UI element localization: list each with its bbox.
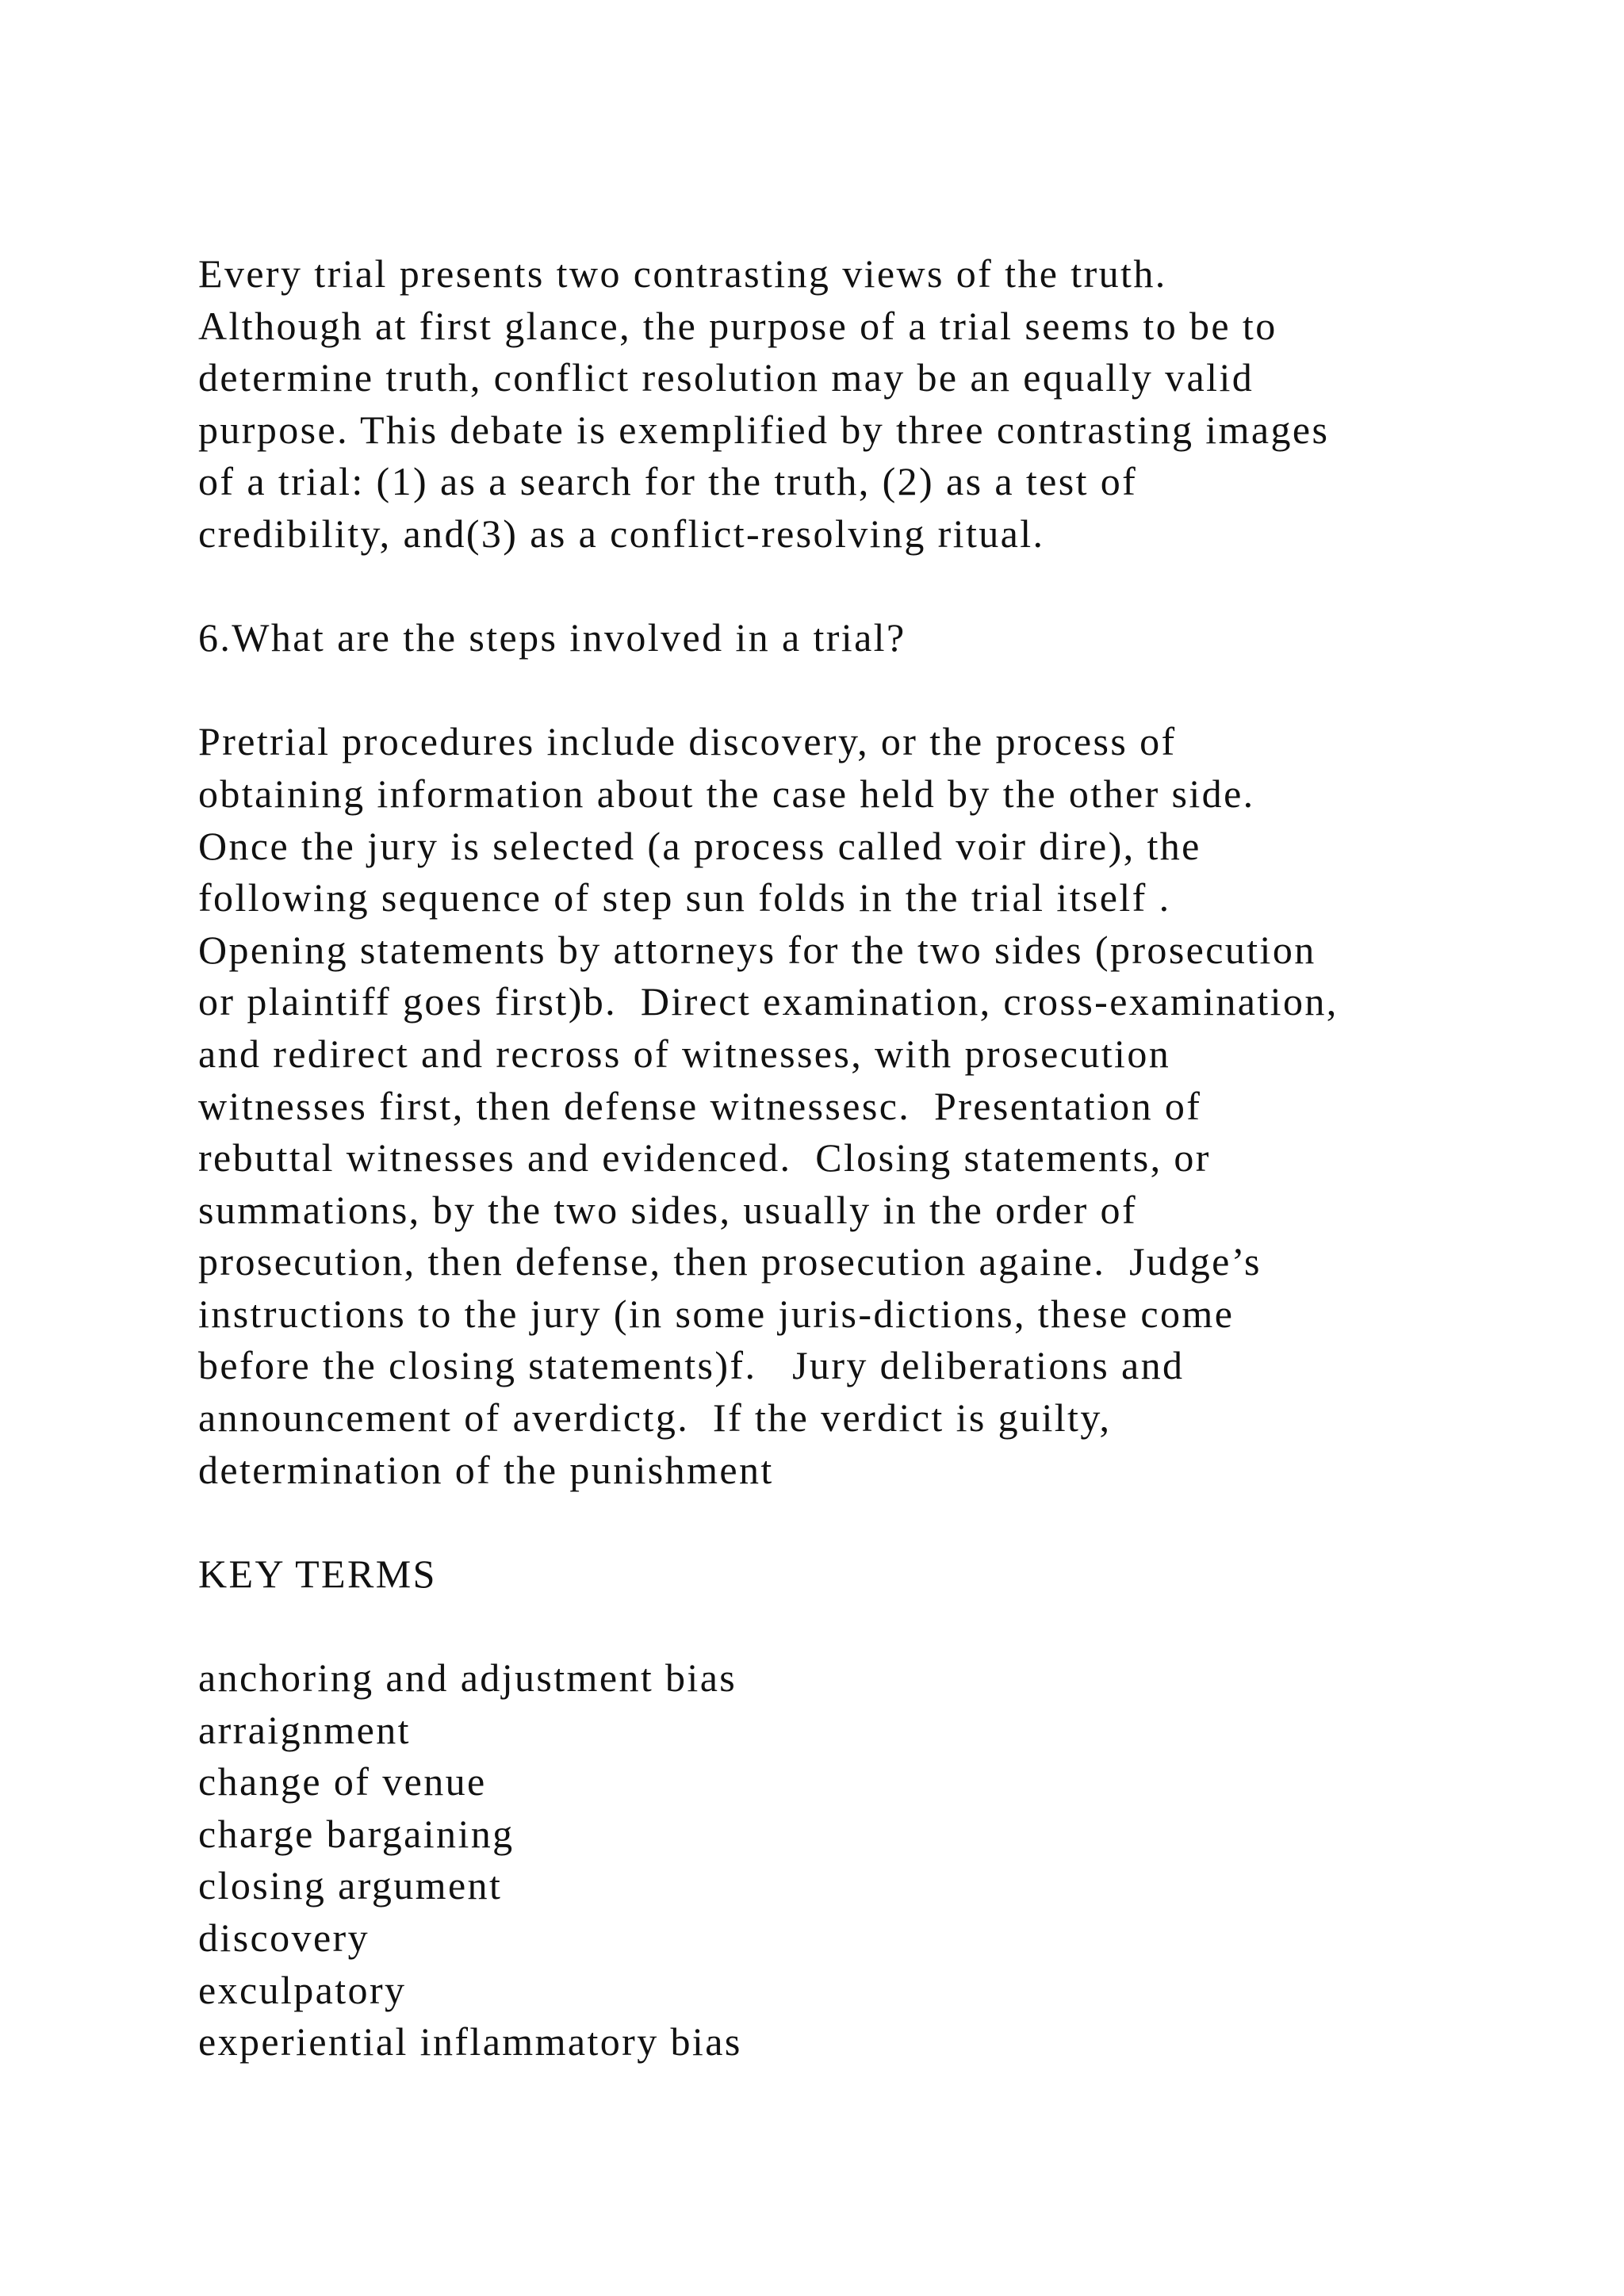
text-line: announcement of averdictg. If the verdict is guilty,: [198, 1395, 1112, 1441]
spacer: [198, 561, 1546, 613]
text-line: prosecution, then defense, then prosecution againe. Judge’s: [198, 1239, 1262, 1284]
text-line: credibility, and(3) as a conflict-resolving ritual.: [198, 511, 1045, 556]
text-line: and redirect and recross of witnesses, with prosecution: [198, 1031, 1171, 1076]
key-term-item: charge bargaining: [198, 1811, 515, 1856]
text-line: obtaining information about the case held by the other side.: [198, 771, 1255, 816]
text-line: following sequence of step sun folds in the trial itself .: [198, 875, 1171, 920]
text-line: Once the jury is selected (a process called voir dire), the: [198, 823, 1201, 868]
spacer: [198, 1600, 1546, 1652]
text-line: or plaintiff goes first)b. Direct examination, cross-examination,: [198, 979, 1339, 1024]
text-line: summations, by the two sides, usually in the order of: [198, 1187, 1138, 1232]
text-line: before the closing statements)f. Jury deliberations and: [198, 1343, 1185, 1388]
key-terms-heading: KEY TERMS: [198, 1551, 437, 1596]
text-line: Pretrial procedures include discovery, or the process of: [198, 719, 1177, 764]
text-line: Opening statements by attorneys for the two sides (prosecution: [198, 927, 1316, 972]
text-line: rebuttal witnesses and evidenced. Closing statements, or: [198, 1135, 1211, 1181]
key-term-item: closing argument: [198, 1863, 503, 1908]
key-term-item: experiential inflammatory bias: [198, 2019, 742, 2064]
text-line: Every trial presents two contrasting views of the truth.: [198, 251, 1167, 296]
spacer: [198, 1496, 1546, 1548]
steps-paragraph: [198, 716, 1546, 1496]
text-line: witnesses first, then defense witnessesc. Presentation of: [198, 1083, 1202, 1128]
spacer: [198, 664, 1546, 717]
text-line: determination of the punishment: [198, 1447, 774, 1492]
key-terms-list: [198, 1652, 1546, 2068]
intro-paragraph: [198, 248, 1546, 561]
key-term-item: change of venue: [198, 1759, 487, 1804]
text-line: instructions to the jury (in some juris-dictions, these come: [198, 1291, 1235, 1336]
text-line: determine truth, conflict resolution may be an equally valid: [198, 355, 1254, 400]
document-page: [198, 248, 1546, 2068]
text-line: of a trial: (1) as a search for the truth, (2) as a test of: [198, 459, 1138, 504]
question-heading: 6.What are the steps involved in a trial?: [198, 615, 906, 660]
key-term-item: arraignment: [198, 1707, 411, 1752]
text-line: Although at first glance, the purpose of a trial seems to be to: [198, 303, 1277, 348]
key-term-item: exculpatory: [198, 1967, 407, 2012]
key-term-item: anchoring and adjustment bias: [198, 1655, 737, 1701]
key-term-item: discovery: [198, 1915, 370, 1960]
text-line: purpose. This debate is exemplified by three contrasting images: [198, 407, 1330, 452]
